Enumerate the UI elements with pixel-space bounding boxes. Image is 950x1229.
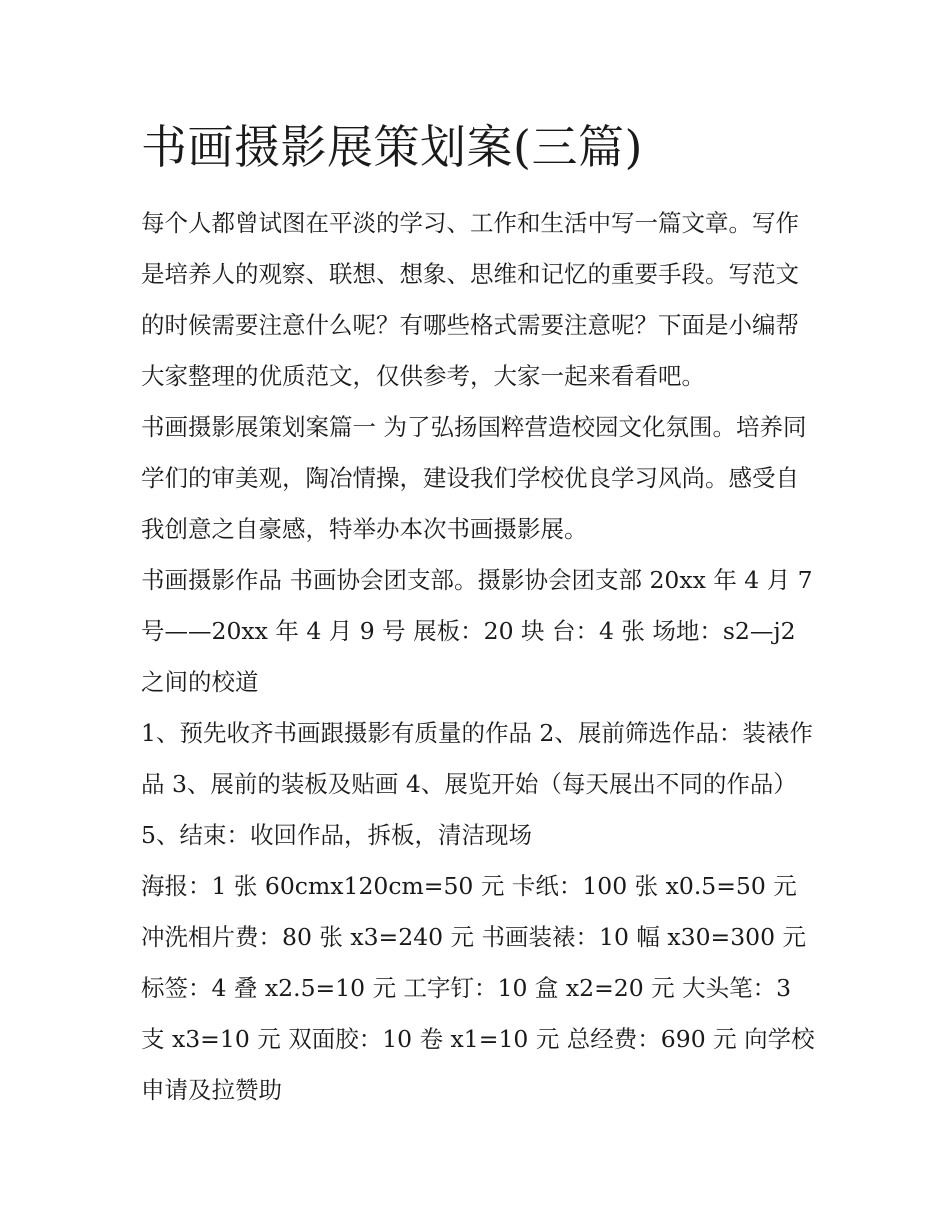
document-body <box>141 198 821 1116</box>
paragraph-steps: 1、预先收齐书画跟摄影有质量的作品 2、展前筛选作品：装裱作品 3、展前的装板及贴画 4、展览开始（每天展出不同的作品） 5、结束：收回作品，拆板，清洁现场 <box>141 719 813 849</box>
document-title: 书画摄影展策划案(三篇) <box>141 120 643 174</box>
paragraph-budget-1: 海报：1 张 60cmx120cm=50 元 卡纸：100 张 x0.5=50 元 冲洗相片费：80 张 x3=240 元 书画装裱：10 幅 x30=300 元 <box>141 872 807 951</box>
paragraph-intro: 每个人都曾试图在平淡的学习、工作和生活中写一篇文章。写作是培养人的观察、联想、想象、思维和记忆的重要手段。写范文的时候需要注意什么呢？有哪些格式需要注意呢？下面是小编帮大家整理的优质范文，仅供参考，大家一起来看看吧。 <box>141 209 799 390</box>
paragraph-details: 书画摄影作品 书画协会团支部。摄影协会团支部 20xx 年 4 月 7 号——20xx 年 4 月 9 号 展板：20 块 台：4 张 场地：s2—j2 之间的校道 <box>141 566 813 696</box>
paragraph-budget-2: 标签：4 叠 x2.5=10 元 工字钉：10 盒 x2=20 元 大头笔：3 支 x3=10 元 双面胶：10 卷 x1=10 元 总经费：690 元 向学校申请及拉赞助 <box>141 974 815 1104</box>
paragraph-purpose: 书画摄影展策划案篇一 为了弘扬国粹营造校园文化氛围。培养同学们的审美观，陶冶情操，建设我们学校优良学习风尚。感受自我创意之自豪感，特举办本次书画摄影展。 <box>141 413 807 543</box>
